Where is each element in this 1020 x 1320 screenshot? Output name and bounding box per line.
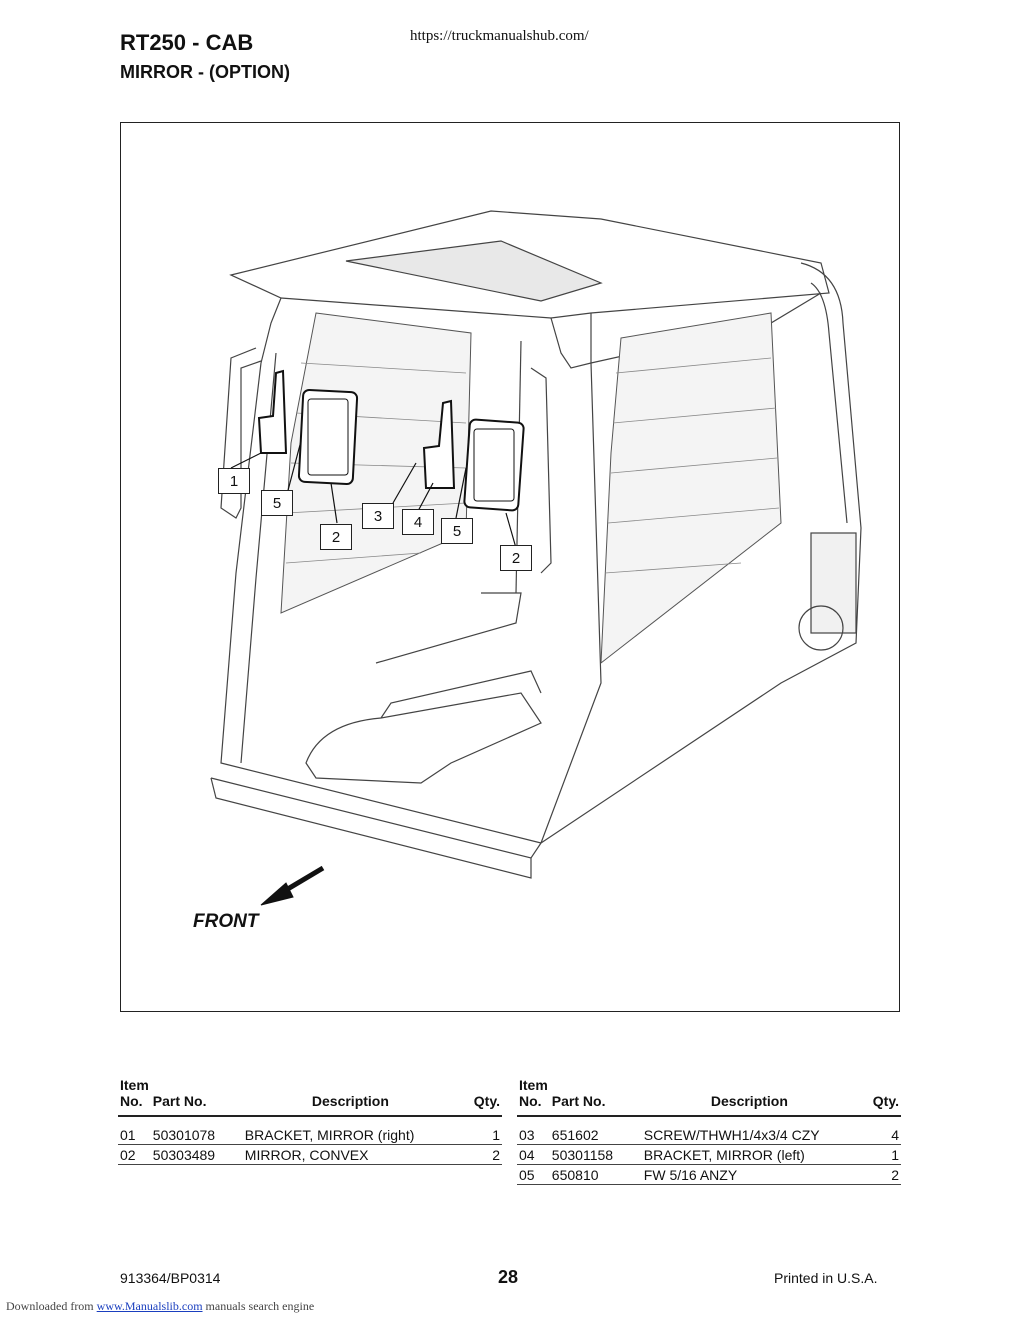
callout-2-right: 2 [500,545,532,571]
callout-3: 3 [362,503,394,529]
header-qty: Qty. [857,1077,901,1116]
page-title: RT250 - CAB [120,30,254,55]
table-row: 04 50301158 BRACKET, MIRROR (left) 1 [517,1145,901,1165]
header-item-no: Item No. [517,1077,550,1116]
source-url[interactable]: https://truckmanualshub.com/ [410,28,589,44]
page-subtitle: MIRROR - (OPTION) [120,62,290,82]
printed-in: Printed in U.S.A. [774,1270,878,1286]
table-row: 05 650810 FW 5/16 ANZY 2 [517,1165,901,1185]
header-part-no: Part No. [550,1077,642,1116]
header-description: Description [642,1077,857,1116]
header-part-no: Part No. [151,1077,243,1116]
manualslib-link[interactable]: www.Manualslib.com [96,1299,203,1313]
parts-table-right [517,1077,901,1185]
callout-2-left: 2 [320,524,352,550]
callout-5-right: 5 [441,518,473,544]
page-number: 28 [498,1267,519,1287]
callout-4: 4 [402,509,434,535]
table-row: 02 50303489 MIRROR, CONVEX 2 [118,1145,502,1165]
download-notice: Downloaded from www.Manualslib.com manuals search engine [6,1299,315,1313]
callout-5-left: 5 [261,490,293,516]
header-description: Description [243,1077,458,1116]
header-item-no: Item No. [118,1077,151,1116]
exploded-diagram-frame [120,122,900,1012]
document-number: 913364/BP0314 [120,1270,221,1286]
table-row: 01 50301078 BRACKET, MIRROR (right) 1 [120,1127,500,1143]
callout-1: 1 [218,468,250,494]
front-label: FRONT [193,911,259,932]
parts-table-left [118,1077,502,1165]
table-row: 03 651602 SCREW/THWH1/4x3/4 CZY 4 [519,1127,899,1143]
header-qty: Qty. [458,1077,502,1116]
